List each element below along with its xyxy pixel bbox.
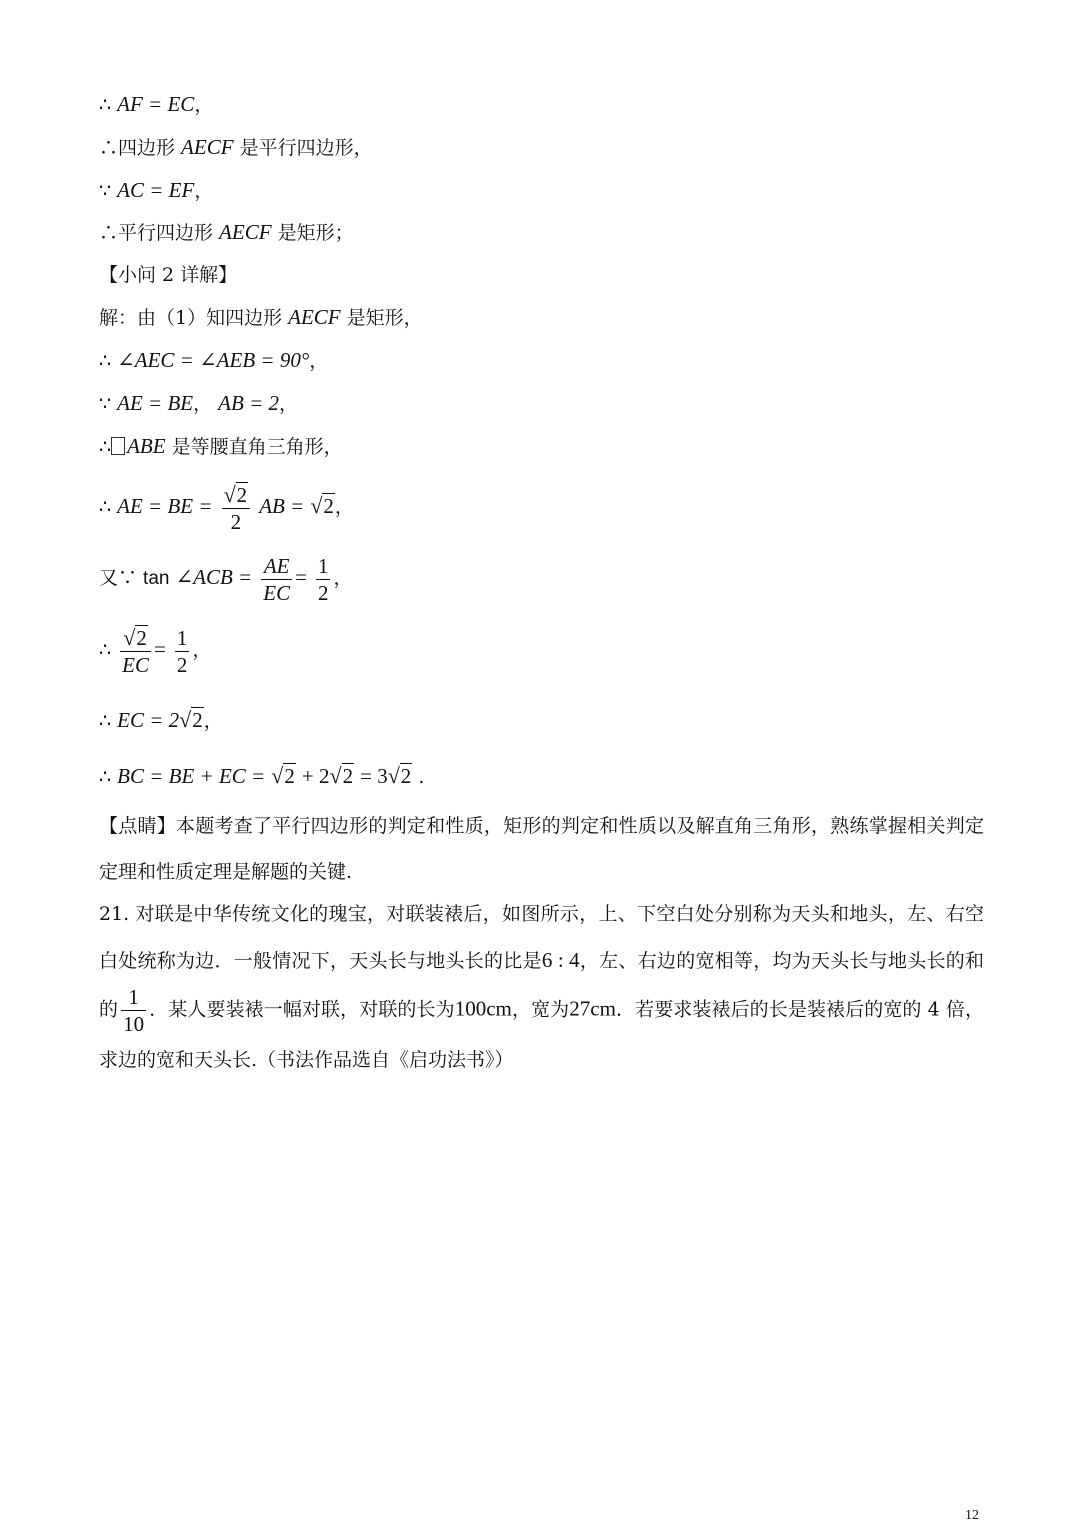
text: 是矩形， bbox=[340, 307, 423, 329]
sqrt: √2 bbox=[329, 763, 354, 788]
question-21 bbox=[99, 891, 984, 1083]
page-number: 12 bbox=[965, 1508, 979, 1523]
text: ∴ bbox=[99, 94, 118, 116]
text: ， bbox=[334, 496, 354, 518]
text: ， bbox=[193, 393, 219, 415]
text: ∴ bbox=[99, 710, 118, 732]
fraction-denominator: 2 bbox=[317, 580, 329, 605]
text: 是平行四边形， bbox=[233, 137, 373, 159]
math: 27cm bbox=[569, 996, 616, 1021]
math: + 2 bbox=[301, 764, 330, 788]
line-9 bbox=[99, 432, 343, 461]
fraction-numerator: 1 bbox=[317, 553, 329, 578]
math: AF = EC bbox=[117, 92, 195, 116]
comment-paragraph: 【点睛】本题考查了平行四边形的判定和性质，矩形的判定和性质以及解直角三角形，熟练掌握相关判定定理和性质定理是解题的关键. bbox=[99, 815, 984, 883]
text: ∴ bbox=[99, 436, 112, 458]
math: BC = BE + EC = bbox=[117, 764, 266, 788]
math: ABE bbox=[127, 434, 166, 458]
fraction-numerator bbox=[222, 482, 251, 509]
math: AE = BE = bbox=[117, 494, 213, 518]
text: ， bbox=[192, 639, 212, 661]
fraction-numerator: 1 bbox=[121, 984, 146, 1011]
math: AECF bbox=[219, 220, 272, 244]
line-6 bbox=[99, 303, 423, 332]
line-12 bbox=[99, 621, 211, 678]
text: 是等腰直角三角形， bbox=[165, 436, 343, 458]
tan-function: tan bbox=[143, 568, 170, 589]
math: AB = 2 bbox=[218, 391, 279, 415]
sqrt: √2 bbox=[179, 707, 203, 732]
line-2 bbox=[99, 133, 373, 162]
text: ，宽为 bbox=[511, 998, 570, 1021]
sqrt: √2 bbox=[310, 493, 334, 518]
section-heading: 【小问 2 详解】 bbox=[99, 264, 238, 286]
missing-glyph-box bbox=[111, 437, 125, 455]
math: 100cm bbox=[454, 996, 512, 1021]
text: 21. 对联是中华传统文化的瑰宝，对联装裱后，如图所示，上、下空白处分别称为天头和地头，左、右空白处统称为边．一般情况下，天头长与地头长的比是 bbox=[99, 903, 984, 972]
text: 解：由（1）知四边形 bbox=[99, 307, 289, 329]
fraction-numerator bbox=[120, 625, 151, 652]
math: AC = EF bbox=[117, 178, 195, 202]
text: . bbox=[412, 766, 425, 788]
fraction-denominator: EC bbox=[263, 580, 291, 605]
text: ， bbox=[194, 180, 214, 202]
math: EC = 2 bbox=[117, 708, 180, 732]
fraction bbox=[222, 482, 251, 535]
fraction bbox=[121, 984, 146, 1037]
math: AE = BE bbox=[117, 391, 194, 415]
math: ∠ACB = bbox=[175, 565, 253, 589]
math: = bbox=[153, 637, 166, 661]
math: = bbox=[295, 565, 307, 589]
text: ∵ bbox=[99, 180, 118, 202]
text: 是矩形； bbox=[271, 222, 354, 244]
line-11 bbox=[99, 549, 353, 607]
line-1 bbox=[99, 90, 213, 119]
line-14 bbox=[99, 762, 424, 791]
line-8 bbox=[99, 389, 298, 418]
text: ∴平行四边形 bbox=[99, 222, 220, 244]
line-13 bbox=[99, 706, 223, 735]
sqrt: √2 bbox=[387, 763, 412, 788]
math: = 3 bbox=[360, 764, 388, 788]
text: ， bbox=[279, 393, 299, 415]
fraction-numerator: AE bbox=[261, 553, 292, 580]
fraction-denominator: 2 bbox=[230, 509, 242, 534]
math: ∠AEC = ∠AEB = 90° bbox=[117, 348, 310, 372]
math: 6 : 4 bbox=[541, 948, 580, 972]
fraction-denominator: 2 bbox=[176, 652, 188, 677]
fraction bbox=[120, 625, 151, 678]
text: ∴ bbox=[99, 350, 118, 372]
line-3 bbox=[99, 176, 213, 205]
text: ∴四边形 bbox=[99, 137, 182, 159]
fraction-denominator: 10 bbox=[123, 1012, 145, 1036]
fraction bbox=[175, 625, 190, 678]
line-4 bbox=[99, 218, 354, 247]
text: ， bbox=[194, 94, 214, 116]
text: ∴ bbox=[99, 766, 118, 788]
sqrt: √2 bbox=[271, 763, 295, 788]
text: ， bbox=[203, 710, 223, 732]
text: ， bbox=[333, 567, 353, 589]
text: ，左、右边的宽相等，均为天头长与地头长的和的 bbox=[99, 950, 984, 1021]
math: AB = bbox=[259, 494, 305, 518]
line-7 bbox=[99, 346, 328, 375]
text: 又∵ bbox=[99, 567, 144, 589]
fraction bbox=[261, 553, 292, 606]
line-10 bbox=[99, 478, 354, 535]
text: ∵ bbox=[99, 393, 118, 415]
fraction bbox=[316, 553, 331, 606]
text: ∴ bbox=[99, 496, 118, 518]
fraction-numerator: 1 bbox=[176, 625, 188, 650]
text: ， bbox=[309, 350, 329, 372]
text: ．若要求装裱后的长是装裱后的宽的 4 倍，求边的宽和天头长.（书法作品选自《启功法书》） bbox=[99, 998, 984, 1071]
fraction-denominator: EC bbox=[122, 652, 149, 677]
sqrt: √2 bbox=[123, 624, 147, 650]
math: AECF bbox=[288, 305, 341, 329]
text: ∴ bbox=[99, 639, 118, 661]
text: ．某人要装裱一幅对联，对联的长为 bbox=[149, 998, 455, 1021]
math: AECF bbox=[181, 135, 234, 159]
sqrt: √2 bbox=[223, 481, 248, 507]
